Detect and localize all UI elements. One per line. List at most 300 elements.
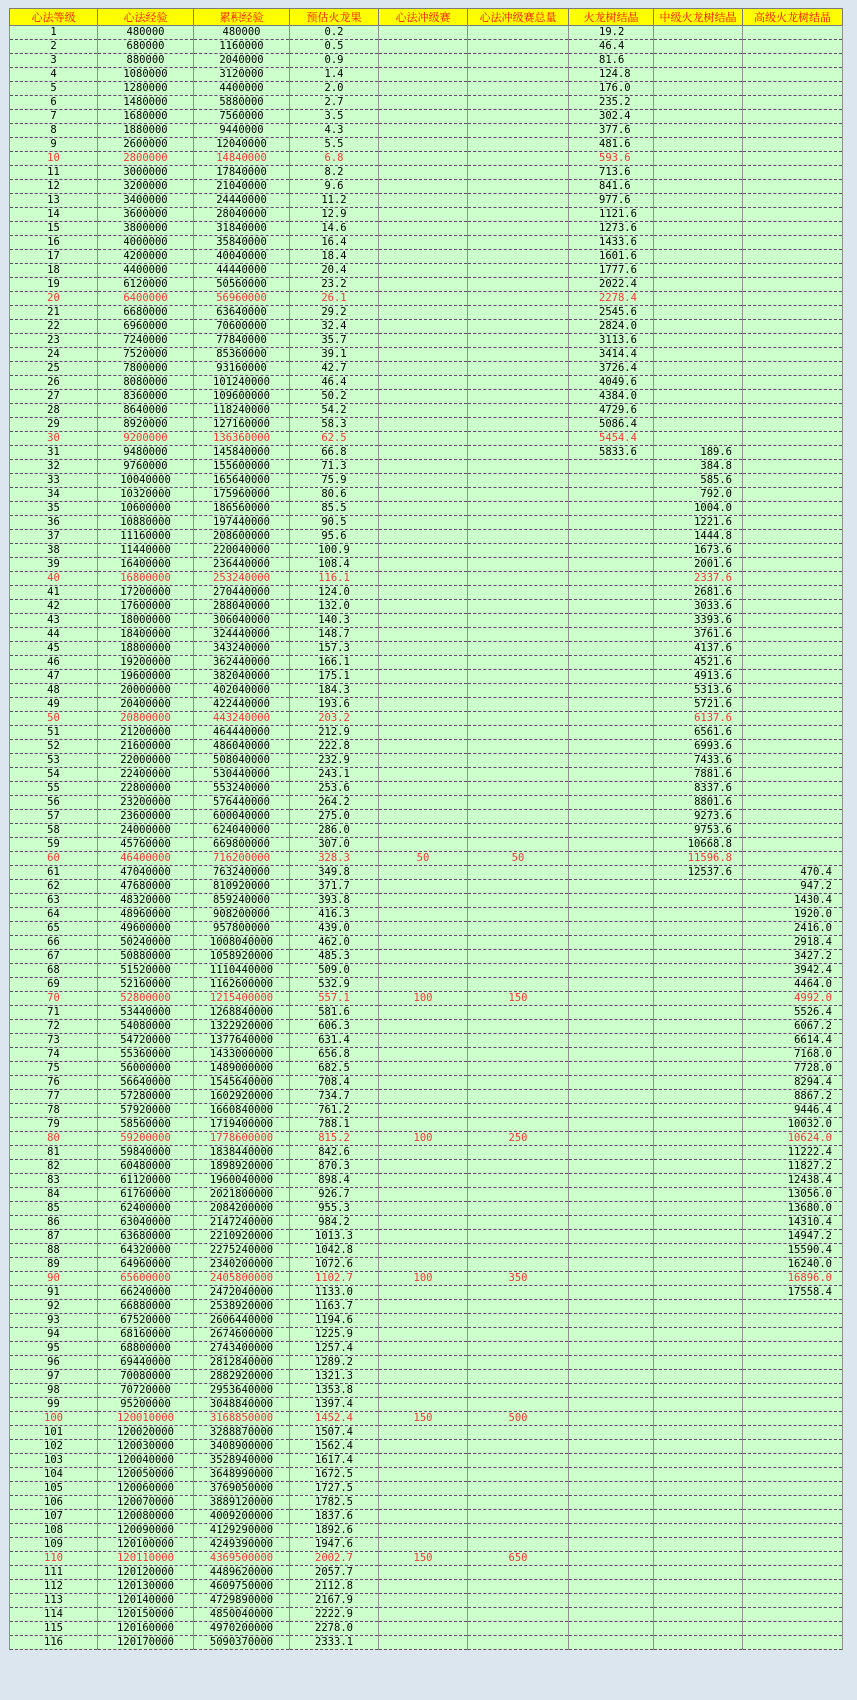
cell-cumulative-exp[interactable]: 197440000 <box>194 516 290 530</box>
cell-level-exp[interactable]: 16400000 <box>98 558 194 572</box>
cell-level-exp[interactable]: 17600000 <box>98 600 194 614</box>
cell-mid-fire-dragon-crystal[interactable] <box>654 1314 743 1328</box>
cell-high-fire-dragon-crystal[interactable] <box>743 1538 843 1552</box>
cell-level-exp[interactable]: 58560000 <box>98 1118 194 1132</box>
cell-rank-race-total[interactable] <box>468 1118 569 1132</box>
cell-cumulative-exp[interactable]: 1377640000 <box>194 1034 290 1048</box>
cell-estimated-dragonfruit[interactable]: 2.7 <box>290 96 379 110</box>
cell-rank-race-total[interactable] <box>468 376 569 390</box>
cell-high-fire-dragon-crystal[interactable]: 7168.0 <box>743 1048 843 1062</box>
cell-fire-dragon-crystal[interactable] <box>569 1398 654 1412</box>
cell-high-fire-dragon-crystal[interactable] <box>743 1510 843 1524</box>
cell-cumulative-exp[interactable]: 31840000 <box>194 222 290 236</box>
cell-fire-dragon-crystal[interactable]: 3726.4 <box>569 362 654 376</box>
cell-rank-race[interactable] <box>379 908 468 922</box>
cell-cumulative-exp[interactable]: 186560000 <box>194 502 290 516</box>
cell-level[interactable]: 26 <box>10 376 98 390</box>
cell-estimated-dragonfruit[interactable]: 2112.8 <box>290 1580 379 1594</box>
cell-mid-fire-dragon-crystal[interactable] <box>654 26 743 40</box>
cell-mid-fire-dragon-crystal[interactable] <box>654 1398 743 1412</box>
cell-rank-race[interactable] <box>379 306 468 320</box>
cell-fire-dragon-crystal[interactable]: 46.4 <box>569 40 654 54</box>
cell-mid-fire-dragon-crystal[interactable]: 6561.6 <box>654 726 743 740</box>
cell-mid-fire-dragon-crystal[interactable] <box>654 1216 743 1230</box>
cell-estimated-dragonfruit[interactable]: 371.7 <box>290 880 379 894</box>
cell-high-fire-dragon-crystal[interactable]: 14947.2 <box>743 1230 843 1244</box>
cell-mid-fire-dragon-crystal[interactable] <box>654 334 743 348</box>
cell-level-exp[interactable]: 52160000 <box>98 978 194 992</box>
cell-fire-dragon-crystal[interactable] <box>569 516 654 530</box>
cell-level[interactable]: 44 <box>10 628 98 642</box>
cell-rank-race[interactable] <box>379 922 468 936</box>
header-estimated-dragonfruit[interactable]: 预估火龙果 <box>290 9 379 26</box>
cell-mid-fire-dragon-crystal[interactable] <box>654 1272 743 1286</box>
cell-fire-dragon-crystal[interactable] <box>569 1174 654 1188</box>
cell-cumulative-exp[interactable]: 2340200000 <box>194 1258 290 1272</box>
cell-high-fire-dragon-crystal[interactable] <box>743 726 843 740</box>
cell-high-fire-dragon-crystal[interactable] <box>743 1594 843 1608</box>
cell-estimated-dragonfruit[interactable]: 656.8 <box>290 1048 379 1062</box>
cell-cumulative-exp[interactable]: 253240000 <box>194 572 290 586</box>
cell-level[interactable]: 82 <box>10 1160 98 1174</box>
cell-rank-race-total[interactable] <box>468 1062 569 1076</box>
cell-cumulative-exp[interactable]: 1778600000 <box>194 1132 290 1146</box>
cell-estimated-dragonfruit[interactable]: 132.0 <box>290 600 379 614</box>
cell-estimated-dragonfruit[interactable]: 349.8 <box>290 866 379 880</box>
cell-rank-race-total[interactable] <box>468 1370 569 1384</box>
cell-high-fire-dragon-crystal[interactable]: 13680.0 <box>743 1202 843 1216</box>
cell-rank-race-total[interactable] <box>468 194 569 208</box>
cell-level-exp[interactable]: 20800000 <box>98 712 194 726</box>
cell-rank-race-total[interactable] <box>468 320 569 334</box>
cell-rank-race[interactable] <box>379 656 468 670</box>
cell-rank-race[interactable] <box>379 1076 468 1090</box>
cell-high-fire-dragon-crystal[interactable]: 9446.4 <box>743 1104 843 1118</box>
cell-rank-race[interactable] <box>379 250 468 264</box>
cell-level[interactable]: 112 <box>10 1580 98 1594</box>
cell-mid-fire-dragon-crystal[interactable] <box>654 1006 743 1020</box>
cell-rank-race[interactable] <box>379 488 468 502</box>
cell-rank-race[interactable] <box>379 390 468 404</box>
cell-level-exp[interactable]: 95200000 <box>98 1398 194 1412</box>
cell-rank-race-total[interactable] <box>468 1566 569 1580</box>
cell-high-fire-dragon-crystal[interactable] <box>743 600 843 614</box>
cell-rank-race-total[interactable] <box>468 516 569 530</box>
cell-rank-race[interactable] <box>379 180 468 194</box>
cell-fire-dragon-crystal[interactable] <box>569 1062 654 1076</box>
cell-high-fire-dragon-crystal[interactable] <box>743 334 843 348</box>
cell-mid-fire-dragon-crystal[interactable] <box>654 1076 743 1090</box>
cell-estimated-dragonfruit[interactable]: 18.4 <box>290 250 379 264</box>
cell-level[interactable]: 34 <box>10 488 98 502</box>
cell-level-exp[interactable]: 1280000 <box>98 82 194 96</box>
cell-mid-fire-dragon-crystal[interactable]: 6137.6 <box>654 712 743 726</box>
cell-cumulative-exp[interactable]: 4369500000 <box>194 1552 290 1566</box>
cell-rank-race-total[interactable] <box>468 474 569 488</box>
cell-estimated-dragonfruit[interactable]: 1102.7 <box>290 1272 379 1286</box>
cell-mid-fire-dragon-crystal[interactable]: 1444.8 <box>654 530 743 544</box>
cell-fire-dragon-crystal[interactable] <box>569 1202 654 1216</box>
cell-level-exp[interactable]: 120120000 <box>98 1566 194 1580</box>
cell-rank-race[interactable] <box>379 824 468 838</box>
cell-high-fire-dragon-crystal[interactable]: 15590.4 <box>743 1244 843 1258</box>
cell-high-fire-dragon-crystal[interactable] <box>743 502 843 516</box>
cell-high-fire-dragon-crystal[interactable] <box>743 796 843 810</box>
cell-level[interactable]: 57 <box>10 810 98 824</box>
cell-level[interactable]: 41 <box>10 586 98 600</box>
cell-fire-dragon-crystal[interactable] <box>569 1426 654 1440</box>
cell-fire-dragon-crystal[interactable]: 841.6 <box>569 180 654 194</box>
cell-level[interactable]: 61 <box>10 866 98 880</box>
cell-mid-fire-dragon-crystal[interactable] <box>654 1300 743 1314</box>
cell-cumulative-exp[interactable]: 2882920000 <box>194 1370 290 1384</box>
cell-level[interactable]: 39 <box>10 558 98 572</box>
cell-high-fire-dragon-crystal[interactable] <box>743 810 843 824</box>
cell-estimated-dragonfruit[interactable]: 39.1 <box>290 348 379 362</box>
cell-high-fire-dragon-crystal[interactable] <box>743 698 843 712</box>
cell-cumulative-exp[interactable]: 1160000 <box>194 40 290 54</box>
cell-rank-race-total[interactable] <box>468 306 569 320</box>
cell-fire-dragon-crystal[interactable] <box>569 1188 654 1202</box>
cell-cumulative-exp[interactable]: 2472040000 <box>194 1286 290 1300</box>
cell-level-exp[interactable]: 120080000 <box>98 1510 194 1524</box>
cell-level-exp[interactable]: 59200000 <box>98 1132 194 1146</box>
cell-level-exp[interactable]: 1880000 <box>98 124 194 138</box>
cell-estimated-dragonfruit[interactable]: 1289.2 <box>290 1356 379 1370</box>
cell-rank-race-total[interactable] <box>468 628 569 642</box>
cell-estimated-dragonfruit[interactable]: 166.1 <box>290 656 379 670</box>
cell-level-exp[interactable]: 7800000 <box>98 362 194 376</box>
cell-level-exp[interactable]: 120160000 <box>98 1622 194 1636</box>
cell-rank-race[interactable] <box>379 600 468 614</box>
cell-rank-race[interactable] <box>379 810 468 824</box>
cell-level-exp[interactable]: 48960000 <box>98 908 194 922</box>
cell-fire-dragon-crystal[interactable] <box>569 1076 654 1090</box>
cell-level-exp[interactable]: 70080000 <box>98 1370 194 1384</box>
cell-high-fire-dragon-crystal[interactable] <box>743 1608 843 1622</box>
cell-level-exp[interactable]: 56000000 <box>98 1062 194 1076</box>
cell-fire-dragon-crystal[interactable] <box>569 880 654 894</box>
cell-level[interactable]: 88 <box>10 1244 98 1258</box>
cell-level-exp[interactable]: 56640000 <box>98 1076 194 1090</box>
cell-cumulative-exp[interactable]: 1433000000 <box>194 1048 290 1062</box>
cell-mid-fire-dragon-crystal[interactable] <box>654 1244 743 1258</box>
cell-rank-race-total[interactable]: 150 <box>468 992 569 1006</box>
cell-cumulative-exp[interactable]: 2674600000 <box>194 1328 290 1342</box>
cell-high-fire-dragon-crystal[interactable] <box>743 768 843 782</box>
cell-estimated-dragonfruit[interactable]: 761.2 <box>290 1104 379 1118</box>
cell-cumulative-exp[interactable]: 145840000 <box>194 446 290 460</box>
cell-mid-fire-dragon-crystal[interactable] <box>654 1286 743 1300</box>
cell-cumulative-exp[interactable]: 508040000 <box>194 754 290 768</box>
cell-level-exp[interactable]: 23200000 <box>98 796 194 810</box>
cell-fire-dragon-crystal[interactable] <box>569 1608 654 1622</box>
cell-rank-race-total[interactable] <box>468 446 569 460</box>
cell-mid-fire-dragon-crystal[interactable] <box>654 1132 743 1146</box>
cell-mid-fire-dragon-crystal[interactable] <box>654 54 743 68</box>
cell-level[interactable]: 3 <box>10 54 98 68</box>
cell-fire-dragon-crystal[interactable] <box>569 1230 654 1244</box>
cell-rank-race-total[interactable]: 50 <box>468 852 569 866</box>
cell-mid-fire-dragon-crystal[interactable]: 7881.6 <box>654 768 743 782</box>
cell-level[interactable]: 48 <box>10 684 98 698</box>
cell-high-fire-dragon-crystal[interactable] <box>743 1314 843 1328</box>
cell-rank-race[interactable] <box>379 1216 468 1230</box>
cell-fire-dragon-crystal[interactable] <box>569 614 654 628</box>
cell-fire-dragon-crystal[interactable]: 977.6 <box>569 194 654 208</box>
cell-rank-race-total[interactable] <box>468 1454 569 1468</box>
cell-estimated-dragonfruit[interactable]: 232.9 <box>290 754 379 768</box>
header-mid-fire-dragon-crystal[interactable]: 中级火龙树结晶 <box>654 9 743 26</box>
cell-rank-race[interactable] <box>379 1006 468 1020</box>
cell-rank-race-total[interactable]: 350 <box>468 1272 569 1286</box>
cell-rank-race-total[interactable] <box>468 1286 569 1300</box>
cell-cumulative-exp[interactable]: 422440000 <box>194 698 290 712</box>
cell-level[interactable]: 38 <box>10 544 98 558</box>
cell-level[interactable]: 31 <box>10 446 98 460</box>
cell-level[interactable]: 36 <box>10 516 98 530</box>
cell-mid-fire-dragon-crystal[interactable]: 189.6 <box>654 446 743 460</box>
cell-fire-dragon-crystal[interactable] <box>569 1622 654 1636</box>
cell-fire-dragon-crystal[interactable] <box>569 782 654 796</box>
cell-estimated-dragonfruit[interactable]: 90.5 <box>290 516 379 530</box>
cell-estimated-dragonfruit[interactable]: 85.5 <box>290 502 379 516</box>
cell-rank-race[interactable] <box>379 1454 468 1468</box>
cell-level-exp[interactable]: 8360000 <box>98 390 194 404</box>
cell-rank-race-total[interactable] <box>468 124 569 138</box>
cell-mid-fire-dragon-crystal[interactable] <box>654 1160 743 1174</box>
cell-rank-race[interactable] <box>379 754 468 768</box>
cell-level[interactable]: 67 <box>10 950 98 964</box>
cell-rank-race[interactable] <box>379 110 468 124</box>
cell-high-fire-dragon-crystal[interactable]: 11222.4 <box>743 1146 843 1160</box>
cell-estimated-dragonfruit[interactable]: 2278.0 <box>290 1622 379 1636</box>
cell-level[interactable]: 13 <box>10 194 98 208</box>
cell-cumulative-exp[interactable]: 4970200000 <box>194 1622 290 1636</box>
cell-fire-dragon-crystal[interactable] <box>569 768 654 782</box>
header-level-exp[interactable]: 心法经验 <box>98 9 194 26</box>
cell-rank-race-total[interactable] <box>468 460 569 474</box>
cell-level[interactable]: 32 <box>10 460 98 474</box>
cell-mid-fire-dragon-crystal[interactable]: 11596.8 <box>654 852 743 866</box>
cell-high-fire-dragon-crystal[interactable] <box>743 306 843 320</box>
cell-rank-race-total[interactable] <box>468 1160 569 1174</box>
cell-rank-race-total[interactable] <box>468 362 569 376</box>
cell-estimated-dragonfruit[interactable]: 2333.1 <box>290 1636 379 1650</box>
cell-cumulative-exp[interactable]: 155600000 <box>194 460 290 474</box>
cell-estimated-dragonfruit[interactable]: 870.3 <box>290 1160 379 1174</box>
cell-rank-race[interactable] <box>379 712 468 726</box>
cell-rank-race[interactable] <box>379 1188 468 1202</box>
cell-rank-race[interactable] <box>379 1496 468 1510</box>
cell-rank-race[interactable] <box>379 614 468 628</box>
cell-level[interactable]: 2 <box>10 40 98 54</box>
cell-high-fire-dragon-crystal[interactable]: 17558.4 <box>743 1286 843 1300</box>
cell-high-fire-dragon-crystal[interactable] <box>743 628 843 642</box>
cell-mid-fire-dragon-crystal[interactable]: 12537.6 <box>654 866 743 880</box>
cell-rank-race[interactable] <box>379 894 468 908</box>
cell-fire-dragon-crystal[interactable]: 2824.0 <box>569 320 654 334</box>
cell-cumulative-exp[interactable]: 208600000 <box>194 530 290 544</box>
cell-estimated-dragonfruit[interactable]: 193.6 <box>290 698 379 712</box>
cell-mid-fire-dragon-crystal[interactable] <box>654 1496 743 1510</box>
cell-high-fire-dragon-crystal[interactable] <box>743 1566 843 1580</box>
cell-cumulative-exp[interactable]: 3168850000 <box>194 1412 290 1426</box>
cell-rank-race[interactable] <box>379 222 468 236</box>
cell-mid-fire-dragon-crystal[interactable] <box>654 894 743 908</box>
cell-level[interactable]: 98 <box>10 1384 98 1398</box>
cell-level[interactable]: 51 <box>10 726 98 740</box>
cell-level-exp[interactable]: 4200000 <box>98 250 194 264</box>
cell-fire-dragon-crystal[interactable] <box>569 558 654 572</box>
cell-fire-dragon-crystal[interactable] <box>569 1342 654 1356</box>
cell-rank-race[interactable] <box>379 1314 468 1328</box>
cell-mid-fire-dragon-crystal[interactable] <box>654 1384 743 1398</box>
cell-level-exp[interactable]: 21600000 <box>98 740 194 754</box>
cell-level-exp[interactable]: 24000000 <box>98 824 194 838</box>
cell-fire-dragon-crystal[interactable] <box>569 1090 654 1104</box>
cell-fire-dragon-crystal[interactable] <box>569 1552 654 1566</box>
cell-cumulative-exp[interactable]: 14840000 <box>194 152 290 166</box>
cell-cumulative-exp[interactable]: 4729890000 <box>194 1594 290 1608</box>
cell-mid-fire-dragon-crystal[interactable] <box>654 236 743 250</box>
cell-rank-race-total[interactable] <box>468 1594 569 1608</box>
cell-mid-fire-dragon-crystal[interactable] <box>654 166 743 180</box>
cell-rank-race-total[interactable] <box>468 1174 569 1188</box>
cell-level[interactable]: 95 <box>10 1342 98 1356</box>
cell-estimated-dragonfruit[interactable]: 66.8 <box>290 446 379 460</box>
cell-high-fire-dragon-crystal[interactable]: 13056.0 <box>743 1188 843 1202</box>
cell-level-exp[interactable]: 66240000 <box>98 1286 194 1300</box>
cell-high-fire-dragon-crystal[interactable] <box>743 404 843 418</box>
cell-estimated-dragonfruit[interactable]: 1321.3 <box>290 1370 379 1384</box>
cell-level-exp[interactable]: 65600000 <box>98 1272 194 1286</box>
cell-mid-fire-dragon-crystal[interactable] <box>654 96 743 110</box>
cell-rank-race[interactable] <box>379 1622 468 1636</box>
cell-high-fire-dragon-crystal[interactable] <box>743 1370 843 1384</box>
cell-cumulative-exp[interactable]: 70600000 <box>194 320 290 334</box>
cell-mid-fire-dragon-crystal[interactable] <box>654 1258 743 1272</box>
cell-cumulative-exp[interactable]: 5880000 <box>194 96 290 110</box>
cell-estimated-dragonfruit[interactable]: 100.9 <box>290 544 379 558</box>
cell-rank-race-total[interactable] <box>468 236 569 250</box>
cell-rank-race-total[interactable] <box>468 656 569 670</box>
cell-rank-race[interactable] <box>379 628 468 642</box>
cell-level-exp[interactable]: 880000 <box>98 54 194 68</box>
cell-rank-race[interactable]: 100 <box>379 1272 468 1286</box>
cell-estimated-dragonfruit[interactable]: 1562.4 <box>290 1440 379 1454</box>
cell-rank-race-total[interactable] <box>468 264 569 278</box>
cell-cumulative-exp[interactable]: 175960000 <box>194 488 290 502</box>
cell-rank-race-total[interactable] <box>468 1440 569 1454</box>
cell-rank-race-total[interactable] <box>468 110 569 124</box>
cell-mid-fire-dragon-crystal[interactable]: 6993.6 <box>654 740 743 754</box>
cell-level[interactable]: 10 <box>10 152 98 166</box>
cell-level[interactable]: 77 <box>10 1090 98 1104</box>
cell-level-exp[interactable]: 1480000 <box>98 96 194 110</box>
cell-fire-dragon-crystal[interactable] <box>569 838 654 852</box>
cell-rank-race-total[interactable] <box>468 292 569 306</box>
cell-level-exp[interactable]: 9480000 <box>98 446 194 460</box>
cell-cumulative-exp[interactable]: 2210920000 <box>194 1230 290 1244</box>
cell-rank-race-total[interactable] <box>468 488 569 502</box>
cell-rank-race-total[interactable] <box>468 208 569 222</box>
cell-level[interactable]: 14 <box>10 208 98 222</box>
cell-estimated-dragonfruit[interactable]: 1042.8 <box>290 1244 379 1258</box>
cell-rank-race[interactable] <box>379 138 468 152</box>
cell-fire-dragon-crystal[interactable] <box>569 712 654 726</box>
cell-estimated-dragonfruit[interactable]: 1727.5 <box>290 1482 379 1496</box>
cell-high-fire-dragon-crystal[interactable] <box>743 138 843 152</box>
cell-cumulative-exp[interactable]: 669800000 <box>194 838 290 852</box>
cell-rank-race[interactable] <box>379 320 468 334</box>
cell-mid-fire-dragon-crystal[interactable] <box>654 1328 743 1342</box>
cell-mid-fire-dragon-crystal[interactable]: 3393.6 <box>654 614 743 628</box>
cell-rank-race-total[interactable] <box>468 642 569 656</box>
cell-fire-dragon-crystal[interactable] <box>569 1328 654 1342</box>
cell-level[interactable]: 81 <box>10 1146 98 1160</box>
cell-level-exp[interactable]: 18400000 <box>98 628 194 642</box>
cell-high-fire-dragon-crystal[interactable] <box>743 1398 843 1412</box>
cell-rank-race[interactable] <box>379 1160 468 1174</box>
cell-mid-fire-dragon-crystal[interactable] <box>654 306 743 320</box>
cell-level-exp[interactable]: 46400000 <box>98 852 194 866</box>
cell-rank-race-total[interactable] <box>468 824 569 838</box>
cell-rank-race[interactable] <box>379 838 468 852</box>
header-cumulative-exp[interactable]: 累积经验 <box>194 9 290 26</box>
cell-high-fire-dragon-crystal[interactable]: 6067.2 <box>743 1020 843 1034</box>
cell-level[interactable]: 109 <box>10 1538 98 1552</box>
cell-level[interactable]: 80 <box>10 1132 98 1146</box>
cell-estimated-dragonfruit[interactable]: 29.2 <box>290 306 379 320</box>
cell-rank-race-total[interactable] <box>468 1230 569 1244</box>
cell-mid-fire-dragon-crystal[interactable]: 3033.6 <box>654 600 743 614</box>
cell-high-fire-dragon-crystal[interactable] <box>743 1482 843 1496</box>
cell-rank-race[interactable] <box>379 474 468 488</box>
cell-level[interactable]: 93 <box>10 1314 98 1328</box>
cell-high-fire-dragon-crystal[interactable] <box>743 362 843 376</box>
cell-mid-fire-dragon-crystal[interactable]: 2001.6 <box>654 558 743 572</box>
cell-rank-race[interactable] <box>379 96 468 110</box>
cell-estimated-dragonfruit[interactable]: 606.3 <box>290 1020 379 1034</box>
cell-rank-race[interactable] <box>379 1398 468 1412</box>
cell-level[interactable]: 115 <box>10 1622 98 1636</box>
cell-high-fire-dragon-crystal[interactable] <box>743 1636 843 1650</box>
cell-level-exp[interactable]: 21200000 <box>98 726 194 740</box>
cell-estimated-dragonfruit[interactable]: 532.9 <box>290 978 379 992</box>
cell-cumulative-exp[interactable]: 343240000 <box>194 642 290 656</box>
cell-rank-race-total[interactable] <box>468 782 569 796</box>
cell-mid-fire-dragon-crystal[interactable]: 2337.6 <box>654 572 743 586</box>
cell-estimated-dragonfruit[interactable]: 1892.6 <box>290 1524 379 1538</box>
cell-rank-race-total[interactable] <box>468 1314 569 1328</box>
cell-estimated-dragonfruit[interactable]: 3.5 <box>290 110 379 124</box>
cell-cumulative-exp[interactable]: 553240000 <box>194 782 290 796</box>
cell-rank-race-total[interactable] <box>468 1146 569 1160</box>
cell-estimated-dragonfruit[interactable]: 0.9 <box>290 54 379 68</box>
cell-mid-fire-dragon-crystal[interactable]: 8337.6 <box>654 782 743 796</box>
cell-level-exp[interactable]: 54720000 <box>98 1034 194 1048</box>
cell-fire-dragon-crystal[interactable]: 235.2 <box>569 96 654 110</box>
cell-cumulative-exp[interactable]: 270440000 <box>194 586 290 600</box>
cell-cumulative-exp[interactable]: 859240000 <box>194 894 290 908</box>
cell-rank-race-total[interactable] <box>468 390 569 404</box>
cell-fire-dragon-crystal[interactable] <box>569 1384 654 1398</box>
cell-level[interactable]: 90 <box>10 1272 98 1286</box>
cell-fire-dragon-crystal[interactable] <box>569 1160 654 1174</box>
cell-high-fire-dragon-crystal[interactable]: 12438.4 <box>743 1174 843 1188</box>
cell-rank-race-total[interactable] <box>468 866 569 880</box>
